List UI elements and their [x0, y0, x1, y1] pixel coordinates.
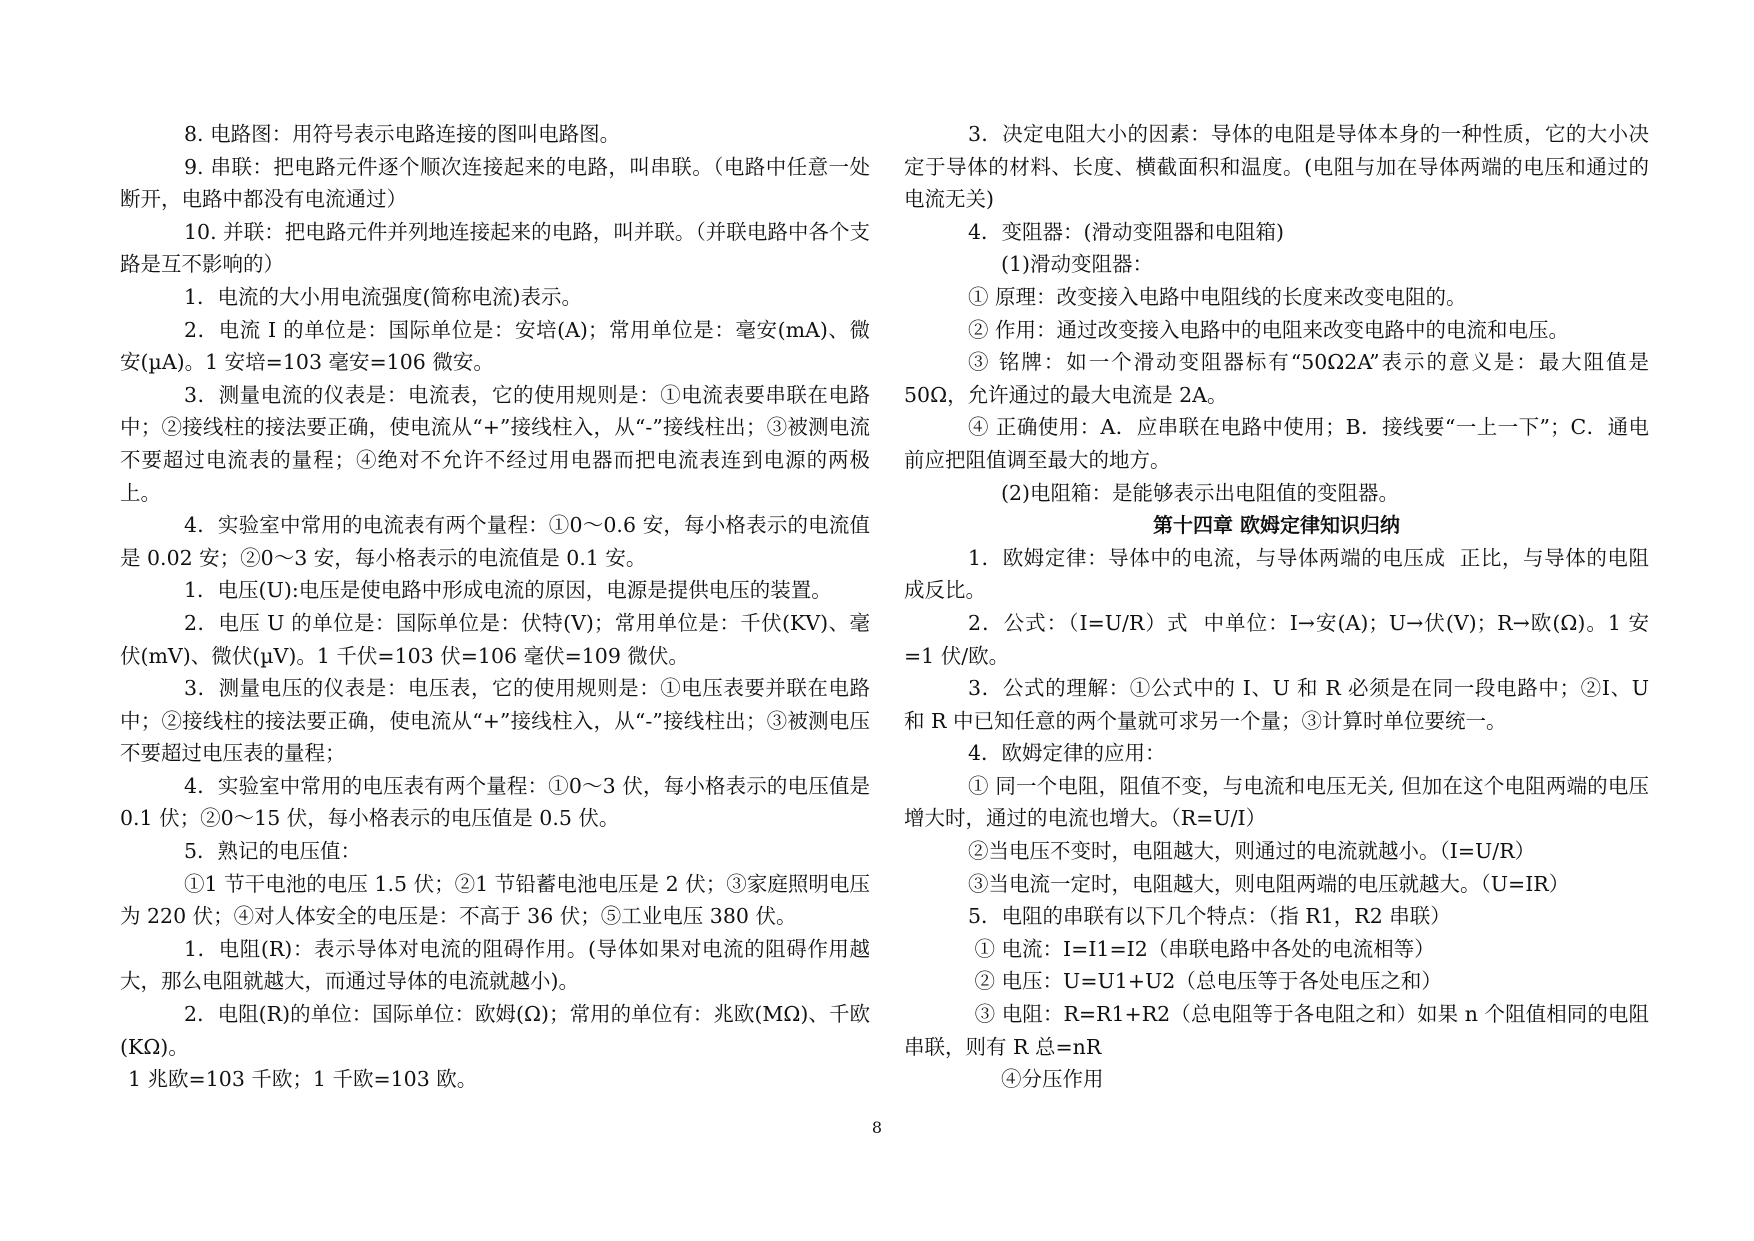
paragraph: (2)电阻箱：是能够表示出电阻值的变阻器。 — [1001, 480, 1400, 505]
paragraph: 2．电流 I 的单位是：国际单位是：安培(A)；常用单位是：毫安(mA)、微安(µA)。1 安培=103 毫安=106 微安。 — [120, 317, 870, 375]
paragraph: 10. 并联：把电路元件并列地连接起来的电路，叫并联。（并联电路中各个支路是互不影响的） — [120, 219, 870, 277]
paragraph: ① 同一个电阻，阻值不变，与电流和电压无关, 但加在这个电阻两端的电压增大时，通过的电流也增大。（R=U/I） — [904, 773, 1649, 831]
paragraph: 4．实验室中常用的电流表有两个量程：①0～0.6 安，每小格表示的电流值是 0.02 安；②0～3 安，每小格表示的电流值是 0.1 安。 — [120, 513, 870, 570]
paragraph: 9. 串联：把电路元件逐个顺次连接起来的电路，叫串联。（电路中任意一处断开，电路中都没有电流通过） — [120, 154, 870, 212]
page-number: 8 — [871, 1118, 883, 1137]
paragraph: 1．电压(U):电压是使电路中形成电流的原因，电源是提供电压的装置。 — [184, 578, 832, 603]
paragraph: 3．决定电阻大小的因素：导体的电阻是导体本身的一种性质，它的大小决定于导体的材料、长度、横截面积和温度。(电阻与加在导体两端的电压和通过的电流无关) — [904, 122, 1649, 212]
chapter-heading: 第十四章 欧姆定律知识归纳 — [1153, 513, 1400, 538]
paragraph: ② 电压：U=U1+U2（总电压等于各处电压之和） — [968, 969, 1442, 994]
paragraph: 2．电压 U 的单位是：国际单位是：伏特(V)；常用单位是：千伏(KV)、毫伏(mV)、微伏(µV)。1 千伏=103 伏=106 毫伏=109 微伏。 — [120, 610, 870, 668]
paragraph: 2．电阻(R)的单位：国际单位：欧姆(Ω)；常用的单位有：兆欧(MΩ)、千欧(KΩ)。 — [120, 1002, 870, 1059]
paragraph: ② 作用：通过改变接入电路中的电阻来改变电路中的电流和电压。 — [968, 317, 1570, 342]
paragraph: 3．测量电流的仪表是：电流表，它的使用规则是：①电流表要串联在电路中；②接线柱的接法要正确，使电流从“+”接线柱入，从“-”接线柱出；③被测电流不要超过电流表的量程；④绝对不允许不经过用电器而把电流表连到电源的两极上。 — [120, 382, 870, 505]
paragraph: 1．欧姆定律：导体中的电流，与导体两端的电压成 正比，与导体的电阻成反比。 — [904, 545, 1649, 603]
paragraph: 5．熟记的电压值： — [184, 839, 362, 864]
paragraph: 3．公式的理解：①公式中的 I、U 和 R 必须是在同一段电路中；②I、U 和 R 中已知任意的两个量就可求另一个量；③计算时单位要统一。 — [904, 676, 1656, 733]
paragraph: ①1 节干电池的电压 1.5 伏；②1 节铅蓄电池电压是 2 伏；③家庭照明电压为 220 伏；④对人体安全的电压是：不高于 36 伏；⑤工业电压 380 伏。 — [120, 871, 870, 929]
paragraph: 3．测量电压的仪表是：电压表，它的使用规则是：①电压表要并联在电路中；②接线柱的接法要正确，使电流从“+”接线柱入，从“-”接线柱出；③被测电压不要超过电压表的量程； — [120, 676, 870, 766]
paragraph: ① 电流：I=I1=I2（串联电路中各处的电流相等） — [968, 936, 1435, 961]
paragraph: 1．电阻(R)：表示导体对电流的阻碍作用。(导体如果对电流的阻碍作用越大，那么电阻就越大，而通过导体的电流就越小)。 — [120, 936, 870, 994]
paragraph: ③当电流一定时，电阻越大，则电阻两端的电压就越大。（U=IR） — [968, 871, 1570, 896]
paragraph: ① 原理：改变接入电路中电阻线的长度来改变电阻的。 — [968, 284, 1467, 309]
paragraph: 4．变阻器：(滑动变阻器和电阻箱) — [968, 219, 1285, 244]
paragraph: ②当电压不变时，电阻越大，则通过的电流就越小。（I=U/R） — [968, 839, 1536, 864]
paragraph: ③ 电阻：R=R1+R2（总电阻等于各电阻之和）如果 n 个阻值相同的电阻串联，则有 R 总=nR — [904, 1002, 1649, 1059]
paragraph: 4．实验室中常用的电压表有两个量程：①0～3 伏，每小格表示的电压值是 0.1 伏；②0～15 伏，每小格表示的电压值是 0.5 伏。 — [120, 773, 877, 831]
paragraph: (1)滑动变阻器： — [1001, 252, 1154, 277]
paragraph: 5．电阻的串联有以下几个特点：（指 R1，R2 串联） — [968, 904, 1451, 929]
paragraph: ④分压作用 — [1001, 1067, 1104, 1092]
paragraph: 2．公式：（I=U/R）式 中单位：I→安(A)；U→伏(V)；R→欧(Ω)。1 安=1 伏/欧。 — [904, 610, 1649, 668]
left-column — [120, 118, 877, 1096]
paragraph: 4．欧姆定律的应用： — [968, 741, 1166, 766]
paragraph: ④ 正确使用：A．应串联在电路中使用；B．接线要“一上一下”；C．通电前应把阻值调至最大的地方。 — [904, 415, 1649, 472]
paragraph: 1 兆欧=103 千欧；1 千欧=103 欧。 — [128, 1067, 478, 1092]
paragraph: 8. 电路图：用符号表示电路连接的图叫电路图。 — [184, 122, 621, 146]
paragraph: ③ 铭牌：如一个滑动变阻器标有“50Ω2A”表示的意义是：最大阻值是 50Ω，允许通过的最大电流是 2A。 — [904, 350, 1656, 407]
paragraph: 1．电流的大小用电流强度(简称电流)表示。 — [184, 284, 583, 309]
right-column — [904, 118, 1656, 1096]
